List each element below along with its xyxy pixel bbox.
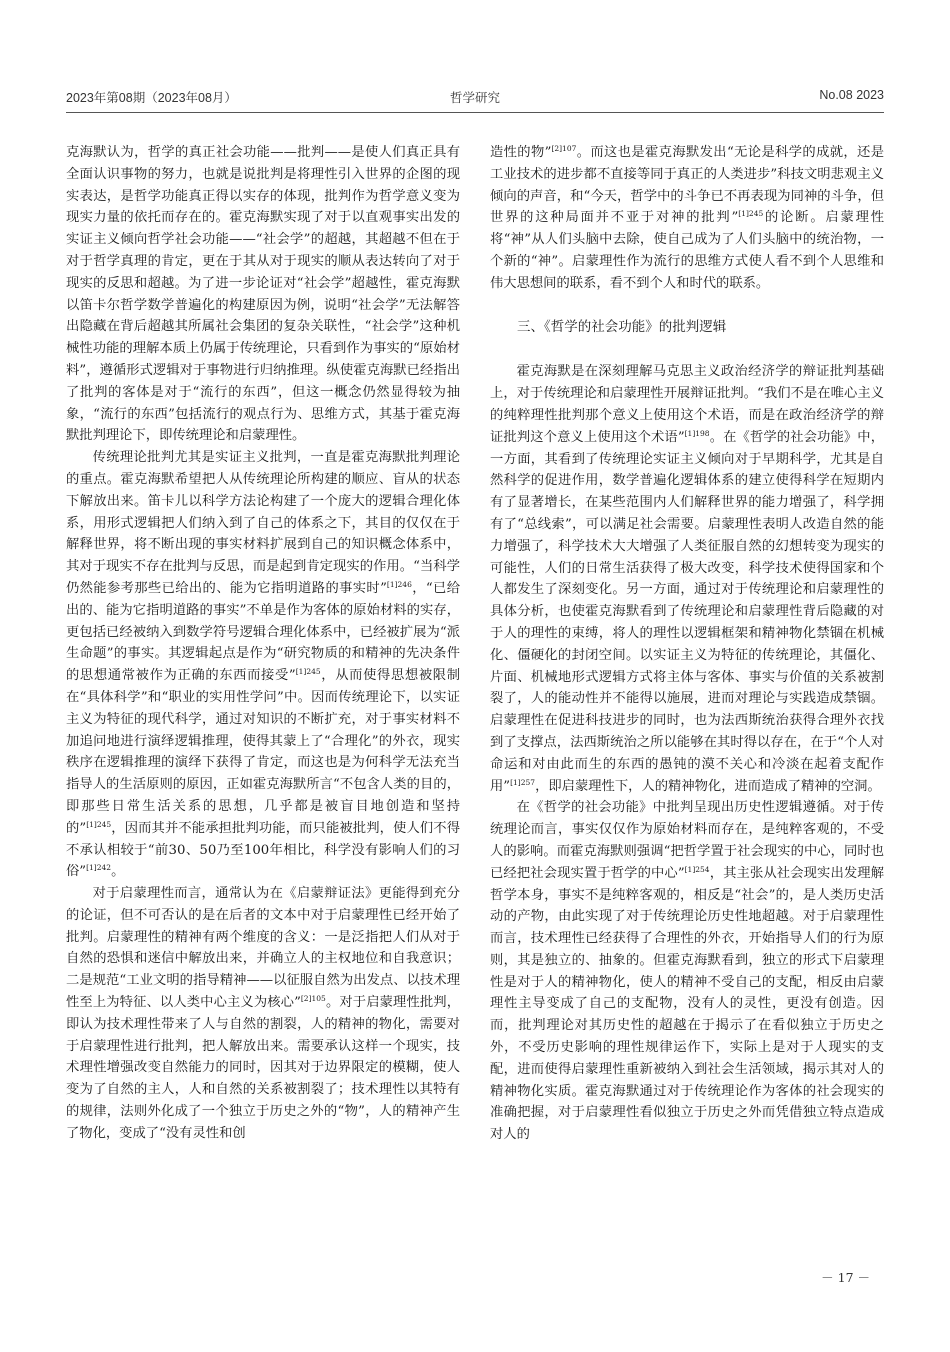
paragraph-text: 对于启蒙理性而言，通常认为在《启蒙辩证法》更能得到充分的论证，但不可否认的是在后者的文本中对于启蒙理性已经开始了批判。启蒙理性的精神有两个维度的含义：一是泛指把人们从对于自然的恐惧和迷信中解放出来，并确立人的主权地位和自我意识；二是规范“工业文明的指导精神——以征服自然为出发点、以技术理性至上为特征、以人类中心主义为核心” (66, 886, 460, 1011)
paragraph (66, 447, 460, 883)
paragraph-text: 克海默认为，哲学的真正社会功能——批判——是使人们真正具有全面认识事物的努力，也就是说批判是将理性引入世界的企图的现实表达，是哲学功能真正得以实存的体现，批判作为哲学意义变为现实力量的依托而存在的。霍克海默实现了对于以直观事实出发的实证主义倾向哲学社会功能——“社会学”的超越，其超越不但在于对于哲学真理的肯定，更在于其从对于现实的顺从表达转向了对于现实的反思和超越。为了进一步论证对“社会学”超越性，霍克海默以笛卡尔哲学数学普遍化的构建原因为例，说明“社会学”无法解答出隐藏在背后超越其所属社会集团的复杂关联性，“社会学”这种机械性功能的理解本质上仍属于传统理论，只看到作为事实的“原始材料”，遵循形式逻辑对于事物进行归纳推理。纵使霍克海默已经指出了批判的客体是对于“流行的东西”，但这一概念仍然显得较为抽象，“流行的东西”包括流行的观点行为、思维方式，其基于霍克海默批判理论下，即传统理论和启蒙理性。 (66, 145, 460, 444)
paragraph-text: ，因而其并不能承担批判功能，而只能被批判，使人们不得不承认相较于“前30、50乃至100年相比，科学没有影响人们的习俗” (66, 820, 460, 880)
citation-marker: [2]105 (300, 994, 326, 1004)
page-number: － 17 － (821, 1270, 870, 1285)
citation-marker: [1]242 (86, 863, 112, 873)
paragraph-text: ，其主张从社会现实出发理解哲学本身，事实不是纯粹客观的，相反是“社会”的，是人类历史活动的产物，由此实现了对于传统理论历史性地超越。对于启蒙理性而言，技术理性已经获得了合理性的外衣，开始指导人们的行为原则，其是独立的、抽象的。但霍克海默看到，独立的形式下启蒙理性是对于人的精神物化，使人的精神不受自己的支配，相反由启蒙理性主导变成了自己的支配物，没有人的灵性，更没有创造。因而，批判理论对其历史性的超越在于揭示了在看似独立于历史之外，不受历史影响的理性规律运作下，实际上是对于人现实的支配，进而使得启蒙理性重新被纳入到社会生活领域，揭示其对人的精神物化实质。霍克海默通过对于传统理论作为客体的社会现实的准确把握，对于启蒙理性看似独立于历史之外而凭借独立特点造成对人的 (490, 865, 884, 1143)
section-heading: 三、《哲学的社会功能》的批判逻辑 (517, 318, 727, 335)
paragraph-text: 造性的物” (490, 145, 552, 160)
journal-title: 哲学研究 (449, 91, 500, 105)
paragraph (490, 361, 884, 797)
paragraph-text: 。而这也是霍克海默发出“无论是科学的成就，还是工业技术的进步都不直接等同于真正的人类进步”科技文明悲观主义倾向的声音，和“今天，哲学中的斗争已不再表现为同神的斗争，但世界的这种局面并不亚于对神的批判” (490, 145, 884, 226)
article-body (66, 142, 884, 1252)
paragraph (66, 883, 460, 1145)
citation-marker: [1]246 (386, 579, 412, 589)
citation-marker: [1]245 (86, 819, 112, 829)
citation-marker: [1]245 (295, 667, 321, 677)
paragraph-text: 。对于启蒙理性批判，即认为技术理性带来了人与自然的割裂，人的精神的物化，需要对于启蒙理性进行批判，把人解放出来。需要承认这样一个现实，技术理性增强改变自然能力的同时，因其对于边界限定的模糊，使人变为了自然的主人，人和自然的关系被割裂了；技术理性以其特有的规律，法则外化成了一个独立于历史之外的“物”，人的精神产生了物化，变成了“没有灵性和创 (66, 995, 460, 1141)
paragraph (490, 797, 884, 1146)
left-column (66, 142, 460, 1252)
paragraph-text: 在《哲学的社会功能》中批判呈现出历史性逻辑遵循。对于传统理论而言，事实仅仅作为原始材料而存在，是纯粹客观的，不受人的影响。而霍克海默则强调“把哲学置于社会现实的中心，同时也已经把社会现实置于哲学的中心” (490, 800, 884, 881)
paragraph-text: 。在《哲学的社会功能》中，一方面，其看到了传统理论实证主义倾向对于早期科学，尤其是自然科学的促进作用，数学普遍化逻辑体系的建立使得科学在短期内有了显著增长，在某些范围内人们解释世界的能力增强了，科学拥有了“总线索”，可以满足社会需要。启蒙理性表明人改造自然的能力增强了，科学技术大大增强了人类征服自然的幻想转变为现实的可能性，人们的日常生活获得了极大改变，科学技术使得国家和个人都发生了深刻变化。另一方面，通过对于传统理论和启蒙理性的具体分析，也使霍克海默看到了传统理论和启蒙理性背后隐藏的对于人的理性的束缚，将人的理性以逻辑框架和精神物化禁锢在机械化、僵硬化的封闭空间。以实证主义为特征的传统理论，其僵化、片面、机械地形式逻辑方式将主体与客体、事实与价值的关系被割裂了，人的能动性并不能得以施展，进而对理论与实践造成禁锢。启蒙理性在促进科技进步的同时，也为法西斯统治获得合理外衣找到了支撑点，法西斯统治之所以能够在其时得以存在，在于“个人对命运和对由此而生的东西的愚钝的漠不关心和冷淡在起着支配作用” (490, 429, 884, 794)
issue-number: No.08 2023 (819, 88, 884, 102)
citation-marker: [2]107 (551, 144, 577, 153)
paragraph (66, 142, 460, 447)
citation-marker: [1]257 (510, 777, 536, 787)
citation-marker: [1]254 (684, 864, 710, 874)
citation-marker: [1]198 (684, 428, 710, 438)
paragraph-text: 的论断。启蒙理性将“神”从人们头脑中去除，使自己成为了人们头脑中的统治物，一个新的“神”。启蒙理性作为流行的思维方式使人看不到个人思维和伟大思想间的联系，看不到个人和时代的联系。 (490, 210, 884, 291)
paragraph-text: 传统理论批判尤其是实证主义批判，一直是霍克海默批判理论的重点。霍克海默希望把人从传统理论所构建的顺应、盲从的状态下解放出来。笛卡儿以科学方法论构建了一个庞大的逻辑合理化体系，用形式逻辑把人们纳入到了自己的体系之下，其目的仅仅在于解释世界，将不断出现的事实材料扩展到自己的知识概念体系中，其对于现实不存在批判与反思，而是起到肯定现实的作用。“当科学仍然能参考那些已给出的、能为它指明道路的事实时” (66, 450, 460, 596)
citation-marker: [1]245 (738, 209, 764, 219)
paragraph-text: 霍克海默是在深刻理解马克思主义政治经济学的辩证批判基础上，对于传统理论和启蒙理性开展辩证批判。“我们不是在唯心主义的纯粹理性批判那个意义上使用这个术语，而是在政治经济学的辩证批判这个意义上使用这个术语” (490, 364, 884, 445)
paragraph (490, 142, 884, 295)
paragraph-text: ，“已给出的、能为它指明道路的事实”不单是作为客体的原始材料的实存，更包括已经被纳入到数学符号逻辑合理化体系中，已经被扩展为“派生命题”的事实。其逻辑起点是作为“研究物质的和精神的先决条件的思想通常被作为正确的东西而接受” (66, 580, 460, 684)
running-header (66, 88, 884, 110)
issue-info: 2023年第08期（2023年08月） (66, 91, 237, 105)
header-divider (66, 112, 884, 113)
right-column (490, 142, 884, 1252)
paragraph-text: ，即启蒙理性下，人的精神物化，进而造成了精神的空洞。 (535, 778, 881, 794)
paragraph-text: 。 (111, 864, 125, 880)
paragraph-text: ，从而使得思想被限制在“具体科学”和“职业的实用性学问”中。因而传统理论下，以实证主义为特征的现代科学，通过对知识的不断扩充，对于事实材料不加追问地进行演绎逻辑推理，使得其蒙上了“合理化”的外衣，现实秩序在逻辑推理的演绎下获得了肯定，而这也是为何科学无法充当指导人的生活原则的原因，正如霍克海默所言“不包含人类的目的，即那些日常生活关系的思想，几乎都是被盲目地创造和坚持的” (66, 668, 460, 836)
